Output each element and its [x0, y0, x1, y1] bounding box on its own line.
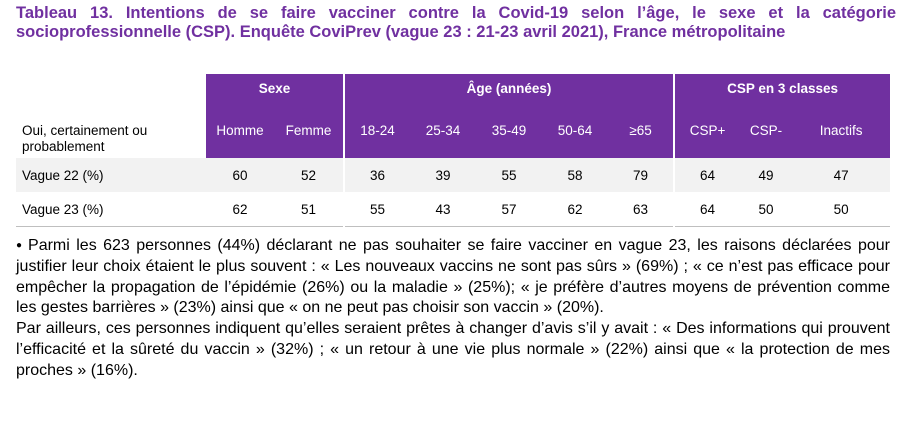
vaccination-intention-table — [16, 74, 890, 227]
table-cell: 57 — [476, 192, 542, 227]
table-row — [16, 158, 890, 192]
column-header-row — [16, 102, 890, 158]
col-csp-plus: CSP+ — [674, 102, 740, 158]
col-femme: Femme — [274, 102, 344, 158]
table-cell: 62 — [206, 192, 274, 227]
table-cell: 50 — [740, 192, 792, 227]
table-cell: 60 — [206, 158, 274, 192]
table-cell: 55 — [344, 192, 410, 227]
table-title — [16, 4, 896, 42]
col-25-34: 25-34 — [410, 102, 476, 158]
title-line-2: socioprofessionnelle (CSP). Enquête CoviPrev (vague 23 : 21-23 avril 2021), France métropolitaine — [16, 23, 786, 41]
col-50-64: 50-64 — [542, 102, 608, 158]
group-csp: CSP en 3 classes — [674, 74, 890, 102]
table-cell: 79 — [608, 158, 674, 192]
table-cell: 50 — [792, 192, 890, 227]
table-cell: 51 — [274, 192, 344, 227]
table-cell: 62 — [542, 192, 608, 227]
group-sexe: Sexe — [206, 74, 344, 102]
table-cell: 47 — [792, 158, 890, 192]
paragraph-1-text: Parmi les 623 personnes (44%) déclarant ne pas souhaiter se faire vacciner en vague 23, les raisons déclarées pour justifier leur choix étaient le plus souvent : « Les nouveaux vaccins ne sont pas sûrs » (69%) ; « ce n’est pas efficace pour empêcher la propagation de l’épidémie (26%) ou la maladie » (25%); « je préfère d’autres moyens de prévention comme les gestes barrières » (23%) ainsi que « on ne peut pas choisir son vaccin » (20%). — [16, 237, 890, 317]
col-csp-minus: CSP- — [740, 102, 792, 158]
paragraph-change-mind: Par ailleurs, ces personnes indiquent qu’elles seraient prêtes à changer d’avis s’il y avait : « Des informations qui prouvent l’efficacité et la sûreté du vaccin » (32%) ; « un retour à une vie plus normale » (22%) ainsi que « la protection de mes proches » (16%). — [16, 320, 890, 379]
body-text — [16, 236, 890, 382]
table-cell: 64 — [674, 158, 740, 192]
title-line-1: Tableau 13. Intentions de se faire vacciner contre la Covid-19 selon l’âge, le sexe et la catégorie — [16, 4, 896, 22]
table-cell: 52 — [274, 158, 344, 192]
col-65-plus: ≥65 — [608, 102, 674, 158]
paragraph-reasons — [16, 236, 890, 319]
row-label: Vague 22 (%) — [16, 158, 206, 192]
col-homme: Homme — [206, 102, 274, 158]
table-cell: 63 — [608, 192, 674, 227]
stub-label: Oui, certainement ou probablement — [22, 123, 148, 154]
table-cell: 39 — [410, 158, 476, 192]
row-label: Vague 23 (%) — [16, 192, 206, 227]
bullet-icon: ● — [16, 240, 25, 251]
table-cell: 49 — [740, 158, 792, 192]
col-35-49: 35-49 — [476, 102, 542, 158]
table-row — [16, 192, 890, 227]
table-cell: 64 — [674, 192, 740, 227]
col-inactifs: Inactifs — [792, 102, 890, 158]
table-cell: 36 — [344, 158, 410, 192]
table-cell: 58 — [542, 158, 608, 192]
table-cell: 43 — [410, 192, 476, 227]
group-age: Âge (années) — [344, 74, 674, 102]
group-header-row — [16, 74, 890, 102]
header-blank — [16, 74, 206, 102]
table-cell: 55 — [476, 158, 542, 192]
col-18-24: 18-24 — [344, 102, 410, 158]
